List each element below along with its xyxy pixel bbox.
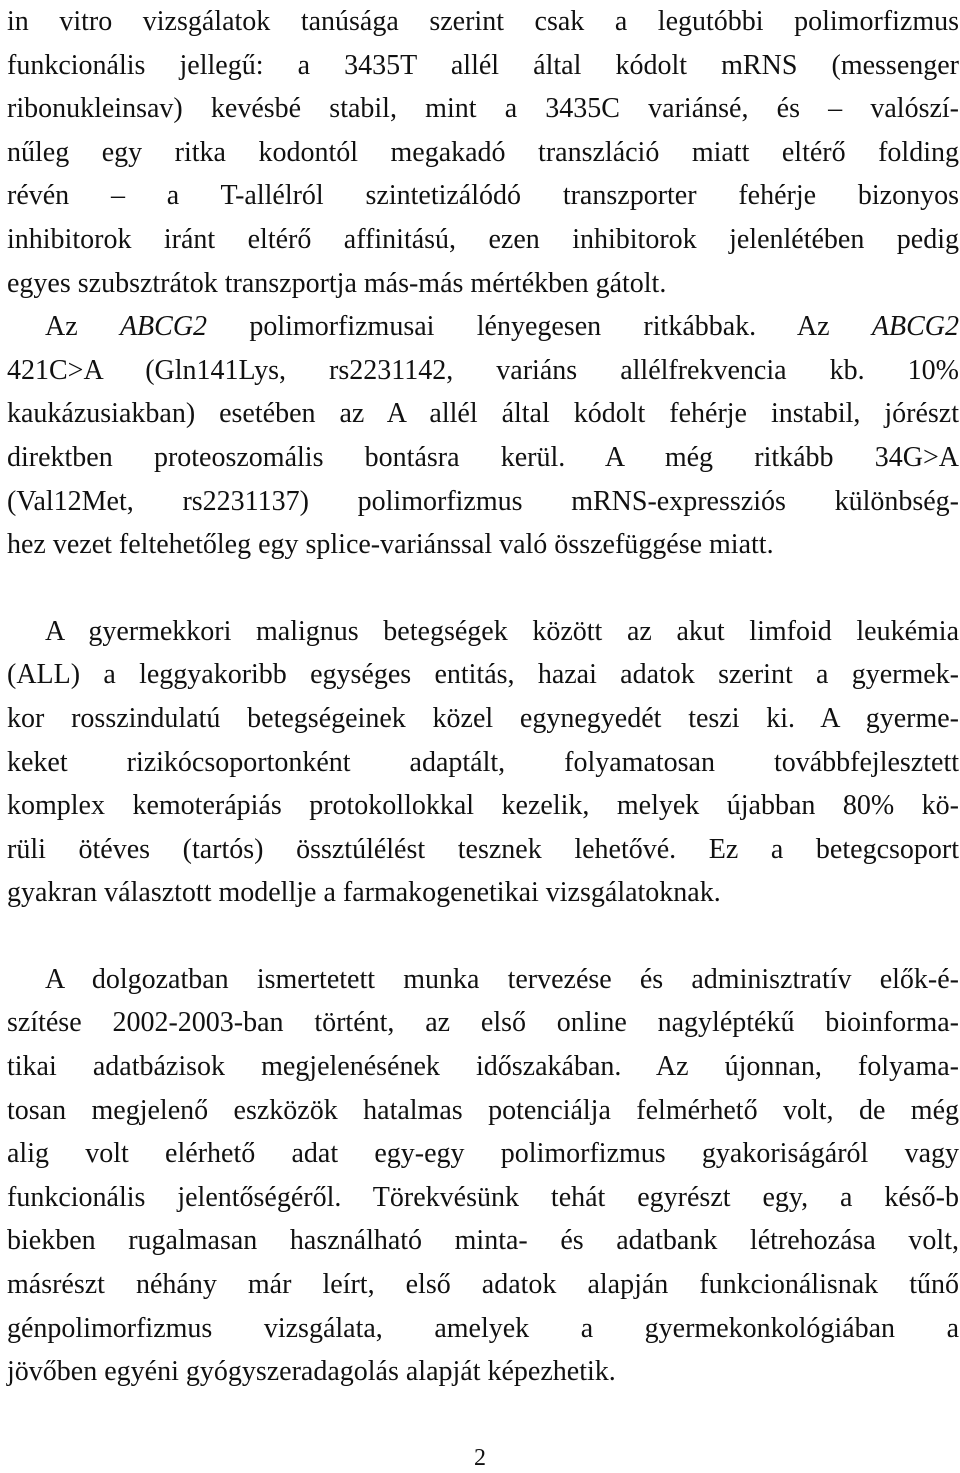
text-line: másrészt néhány már leírt, első adatok alapján funkcionálisnak tűnő <box>7 1269 959 1301</box>
text-line: génpolimorfizmus vizsgálata, amelyek a gyermekonkológiában a <box>7 1312 959 1344</box>
text-line: funkcionális jelentőségéről. Törekvésünk tehát egyrészt egy, a késő-b <box>7 1181 959 1213</box>
text-line: jövőben egyéni gyógyszeradagolás alapját képezhetik. <box>7 1356 616 1388</box>
text-line: alig volt elérhető adat egy-egy polimorfizmus gyakoriságáról vagy <box>7 1138 959 1170</box>
paragraph-4 <box>7 958 959 1394</box>
text-line: kor rosszindulatú betegségeinek közel egynegyedét teszi ki. A gyerme- <box>7 702 959 734</box>
gene-name: ABCG2 <box>871 311 959 343</box>
text-line: komplex kemoterápiás protokollokkal kezelik, melyek újabban 80% kö- <box>7 790 959 822</box>
text-line: A gyermekkori malignus betegségek között az akut limfoid leukémia <box>45 615 959 647</box>
text-line: hez vezet feltehetőleg egy splice-variánssal való összefüggése miatt. <box>7 529 774 561</box>
paragraph-gap <box>7 567 959 610</box>
text-line: A dolgozatban ismertetett munka tervezése és adminisztratív elők-é- <box>45 963 959 995</box>
text-line: (ALL) a leggyakoribb egységes entitás, hazai adatok szerint a gyermek- <box>7 659 959 691</box>
text-line: egyes szubsztrátok transzportja más-más mértékben gátolt. <box>7 267 667 299</box>
paragraph-1 <box>7 0 959 305</box>
paragraph-2 <box>7 305 959 567</box>
text-line: (Val12Met, rs2231137) polimorfizmus mRNS-expressziós különbség- <box>7 485 959 517</box>
text-line: révén – a T-allélról szintetizálódó transzporter fehérje bizonyos <box>7 180 959 212</box>
text-line: ribonukleinsav) kevésbé stabil, mint a 3435C variánsé, és – valószí- <box>7 93 959 125</box>
document-page <box>7 0 959 1394</box>
text-line: tosan megjelenő eszközök hatalmas potenciálja felmérhető volt, de még <box>7 1094 959 1126</box>
paragraph-gap <box>7 915 959 958</box>
text-segment: polimorfizmusai lényegesen ritkábbak. Az <box>207 311 872 343</box>
text-line: direktben proteoszomális bontásra kerül. A még ritkább 34G>A <box>7 441 959 473</box>
text-line: biekben rugalmasan használható minta- és adatbank létrehozása volt, <box>7 1225 959 1257</box>
gene-name: ABCG2 <box>119 311 208 343</box>
text-segment: Az <box>45 311 120 343</box>
text-line: gyakran választott modellje a farmakogenetikai vizsgálatoknak. <box>7 877 721 909</box>
text-line: szítése 2002-2003-ban történt, az első online nagyléptékű bioinforma- <box>7 1007 959 1039</box>
text-line: in vitro vizsgálatok tanúsága szerint csak a legutóbbi polimorfizmus <box>7 6 959 37</box>
text-line: keket rizikócsoportonként adaptált, folyamatosan továbbfejlesztett <box>7 746 959 778</box>
text-line: nűleg egy ritka kodontól megakadó transzláció miatt eltérő folding <box>7 136 959 168</box>
text-line: 421C>A (Gln141Lys, rs2231142, variáns allélfrekvencia kb. 10% <box>7 354 959 386</box>
text-line: kaukázusiakban) esetében az A allél által kódolt fehérje instabil, jórészt <box>7 398 959 430</box>
text-line: inhibitorok iránt eltérő affinitású, ezen inhibitorok jelenlétében pedig <box>7 223 959 255</box>
text-line: tikai adatbázisok megjelenésének időszakában. Az újonnan, folyama- <box>7 1051 959 1083</box>
text-line: rüli ötéves (tartós) össztúlélést tesznek lehetővé. Ez a betegcsoport <box>7 833 959 865</box>
page-number: 2 <box>474 1445 486 1471</box>
text-line: funkcionális jellegű: a 3435T allél által kódolt mRNS (messenger <box>7 49 959 81</box>
paragraph-3 <box>7 610 959 915</box>
text-line-abcg2 <box>7 305 959 349</box>
